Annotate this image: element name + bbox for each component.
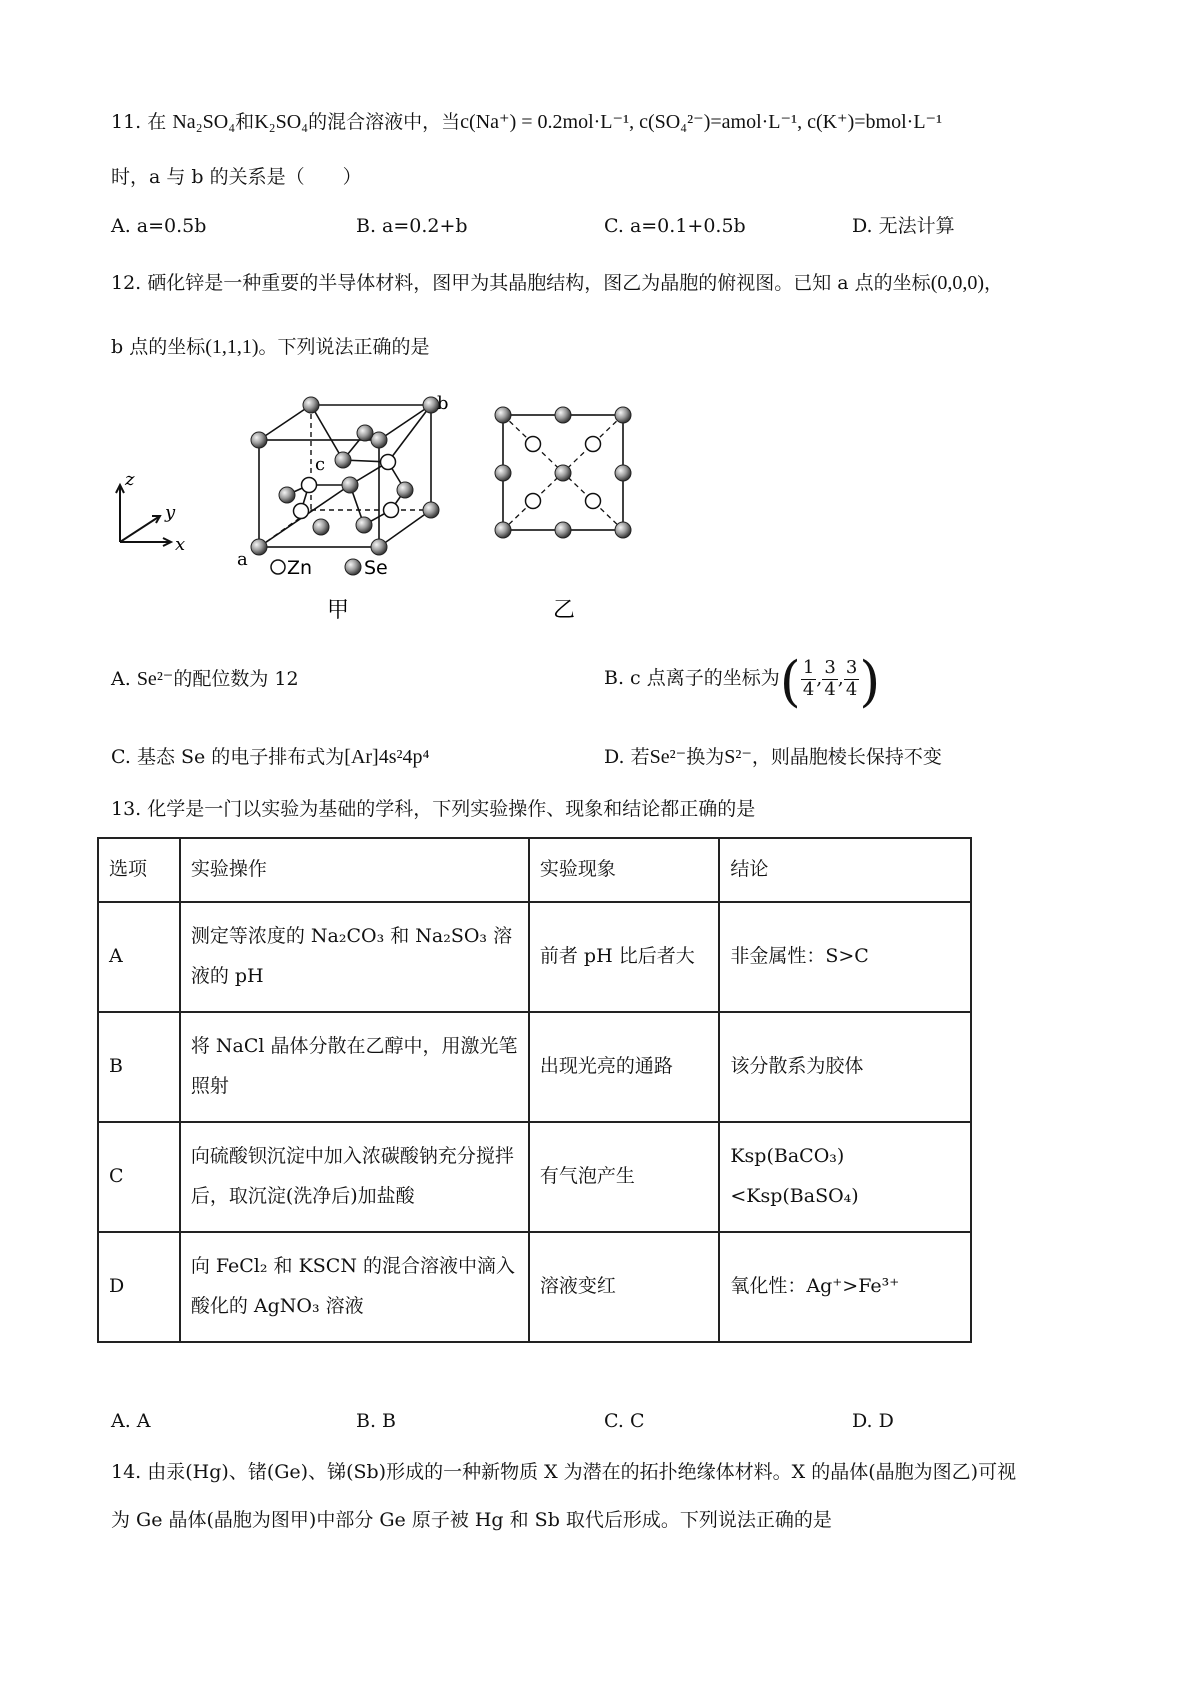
label-b: b <box>437 393 449 414</box>
cell-operation: 将 NaCl 晶体分散在乙醇中，用激光笔照射 <box>180 1012 529 1122</box>
axis-z-label: z <box>125 469 135 490</box>
q13-stem <box>111 798 755 821</box>
frac-2-num: 3 <box>824 656 836 678</box>
axis-x-label: x <box>175 534 186 555</box>
q13-number: 13. <box>111 798 142 820</box>
q11-text-mid: 的混合溶液中，当 <box>308 111 461 133</box>
q12-line1: 12. 硒化锌是一种重要的半导体材料，图甲为其晶胞结构，图乙为晶胞的俯视图。已知 a 点的坐标(0,0,0)， <box>111 272 1004 294</box>
q13-option-d: D. D <box>852 1410 894 1432</box>
q13-option-c: C. C <box>604 1410 645 1432</box>
cell-option: B <box>98 1012 180 1122</box>
legend-se-icon <box>345 559 361 575</box>
table-row <box>98 1122 971 1232</box>
q12-line2 <box>111 335 430 359</box>
q11-line2: 时，a 与 b 的关系是（ ） <box>111 166 362 188</box>
q11-k2so4: K₂SO₄ <box>254 111 309 133</box>
cell-phenomenon: 出现光亮的通路 <box>529 1012 719 1122</box>
frac-1-num: 1 <box>802 656 815 678</box>
q11-c-na: c(Na⁺) = 0.2mol·L⁻¹ <box>460 111 630 133</box>
header-option: 选项 <box>98 838 180 902</box>
q12-line1-text: 硒化锌是一种重要的半导体材料，图甲为其晶胞结构，图乙为晶胞的俯视图。已知 a 点的坐标 <box>147 272 931 294</box>
caption-yi: 乙 <box>553 598 576 623</box>
cell-conclusion: Ksp(BaCO₃)<Ksp(BaSO₄) <box>719 1122 971 1232</box>
cell-option: C <box>98 1122 180 1232</box>
q11-option-b: B. a=0.2+b <box>356 215 468 237</box>
cell-edges <box>259 405 431 547</box>
table-row <box>98 1012 971 1122</box>
cell-operation: 向硫酸钡沉淀中加入浓碳酸钠充分搅拌后，取沉淀(洗净后)加盐酸 <box>180 1122 529 1232</box>
cell-option: D <box>98 1232 180 1342</box>
q11-na2so4: Na₂SO₄ <box>172 111 236 133</box>
frac-2-den: 4 <box>824 678 836 700</box>
table-row <box>98 902 971 1012</box>
frac-1-den: 4 <box>802 678 815 700</box>
q13-option-a: A. A <box>111 1410 151 1432</box>
legend-zn-icon <box>271 560 285 574</box>
caption-jia: 甲 <box>327 598 350 623</box>
q14-number: 14. <box>111 1461 142 1483</box>
experiment-table <box>97 837 972 1343</box>
header-operation: 实验操作 <box>180 838 529 902</box>
cell-phenomenon: 前者 pH 比后者大 <box>529 902 719 1012</box>
table-header-row <box>98 838 971 902</box>
cell-operation: 测定等浓度的 Na₂CO₃ 和 Na₂SO₃ 溶液的 pH <box>180 902 529 1012</box>
cell-phenomenon: 有气泡产生 <box>529 1122 719 1232</box>
q12-number: 12. <box>111 272 142 294</box>
cell-conclusion: 氧化性：Ag⁺>Fe³⁺ <box>719 1232 971 1342</box>
frac-3-num: 3 <box>845 656 858 678</box>
q11-number: 11. <box>111 111 142 133</box>
q11-text-pre: 在 <box>147 111 167 133</box>
label-c: c <box>315 454 326 475</box>
q11-c-k: c(K⁺)=bmol·L⁻¹ <box>807 111 943 133</box>
table-row <box>98 1232 971 1342</box>
cell-conclusion: 该分散系为胶体 <box>719 1012 971 1122</box>
q11-option-d: D. 无法计算 <box>852 215 955 237</box>
axes-icon <box>116 485 171 546</box>
q12-option-a-ion: Se²⁻ <box>136 668 174 690</box>
hidden-edges <box>259 405 431 547</box>
q14-line2: 为 Ge 晶体(晶胞为图甲)中部分 Ge 原子被 Hg 和 Sb 取代后形成。下列说法正确的是 <box>111 1509 832 1531</box>
q12-option-b: B. c 点离子的坐标为( $\frac{1}{4}$ , $\frac{3}{4}$ , $\frac{3}{4}$ ) <box>604 650 881 713</box>
q11-option-c: C. a=0.1+0.5b <box>604 215 746 237</box>
cell-operation: 向 FeCl₂ 和 KSCN 的混合溶液中滴入酸化的 AgNO₃ 溶液 <box>180 1232 529 1342</box>
q13-option-b: B. B <box>356 1410 397 1432</box>
q14-line1-text: 由汞(Hg)、锗(Ge)、锑(Sb)形成的一种新物质 X 为潜在的拓扑绝缘体材料。X 的晶体(晶胞为图乙)可视 <box>147 1461 1017 1483</box>
q12-option-d: D. 若Se²⁻换为S²⁻，则晶胞棱长保持不变 <box>604 746 942 768</box>
cell-option: A <box>98 902 180 1012</box>
header-phenomenon: 实验现象 <box>529 838 719 902</box>
legend-zn-label: Zn <box>287 557 313 579</box>
q12-option-c-formula: [Ar]4s²4p⁴ <box>344 746 430 768</box>
q11-and: 和 <box>235 111 255 133</box>
top-view <box>495 407 631 538</box>
q14-line1 <box>111 1461 1016 1484</box>
cell-phenomenon: 溶液变红 <box>529 1232 719 1342</box>
se-atoms <box>251 397 439 555</box>
q11-c-so4: c(SO₄²⁻)=amol·L⁻¹ <box>639 111 798 133</box>
q12-option-c: C. 基态 Se 的电子排布式为[Ar]4s²4p⁴ <box>111 746 430 768</box>
frac-3-den: 4 <box>845 678 858 700</box>
label-a: a <box>237 549 248 570</box>
q11-option-a: A. a=0.5b <box>111 215 207 237</box>
header-conclusion: 结论 <box>719 838 971 902</box>
q12-line2-post: 。下列说法正确的是 <box>258 336 430 358</box>
q12-coord-a: (0,0,0) <box>930 272 985 294</box>
q12-option-a: A. Se²⁻的配位数为 12 <box>111 668 299 690</box>
q13-text: 化学是一门以实验为基础的学科，下列实验操作、现象和结论都正确的是 <box>147 798 756 820</box>
legend-se-label: Se <box>364 557 388 579</box>
axis-y-label: y <box>165 502 176 523</box>
crystal-figure <box>105 385 645 635</box>
q12-coord-b: (1,1,1) <box>205 336 259 358</box>
q11-line1: 11. 在 Na₂SO₄和K₂SO₄的混合溶液中，当c(Na⁺) = 0.2mol·L⁻¹, c(SO₄²⁻)=amol·L⁻¹, c(K⁺)=bmol·L⁻¹ <box>111 111 943 133</box>
q12-line2-pre: b 点的坐标 <box>111 336 206 358</box>
cell-conclusion: 非金属性：S>C <box>719 902 971 1012</box>
